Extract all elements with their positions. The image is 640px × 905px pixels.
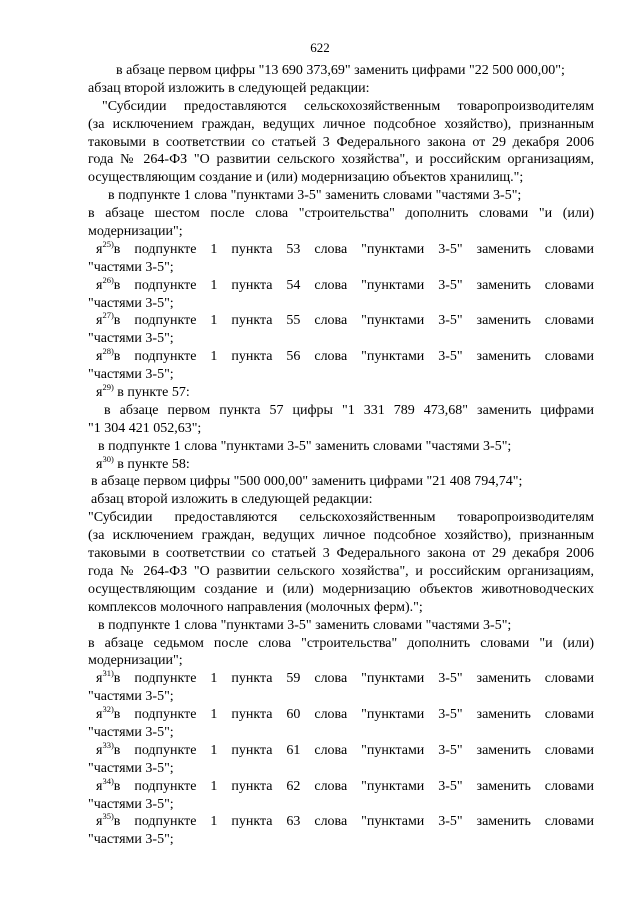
text-line: осуществляющим создание и (или) модернизацию объектов хранилищ."; [88,170,524,186]
text-line: "частями 3-5"; [88,259,174,275]
text-line: "частями 3-5"; [88,760,174,776]
text-line: в абзаце седьмом после слова "строительства" дополнить словами "и (или) [88,635,594,651]
text-line: "частями 3-5"; [88,367,174,383]
text-line: $я^{31)}в$ подпункте 1 пункта 59 слова "пунктами 3-5" заменить словами [96,668,594,687]
text-line: $я^{29)}$ в пункте 57: [96,382,190,401]
text-line: "частями 3-5"; [88,331,174,347]
text-line: (за исключением граждан, ведущих личное подсобное хозяйство), признанным [88,528,594,544]
page-number: 622 [310,40,330,55]
text-line: таковыми в соответствии со статьей 3 Федерального закона от 29 декабря 2006 [88,546,594,562]
text-line: в абзаце шестом после слова "строительства" дополнить словами "и (или) [88,206,594,222]
text-line: модернизации"; [88,224,183,240]
text-line: года № 264-ФЗ "О развитии сельского хозяйства", и российским организациям, [88,563,594,579]
text-line: "Субсидии предоставляются сельскохозяйственным товаропроизводителям [88,510,594,526]
text-line: $я^{33)}в$ подпункте 1 пункта 61 слова "пунктами 3-5" заменить словами [96,739,594,758]
text-line: (за исключением граждан, ведущих личное подсобное хозяйство), признанным [88,116,594,132]
text-line: в подпункте 1 слова "пунктами 3-5" заменить словами "частями 3-5"; [98,617,512,633]
document-body [88,62,594,849]
text-line: "частями 3-5"; [88,689,174,705]
text-line: в абзаце первом цифры "13 690 373,69" заменить цифрами "22 500 000,00"; [116,63,565,78]
text-line: модернизации"; [88,653,183,669]
text-line: осуществляющим создание и (или) модернизацию объектов животноводческих [88,581,594,597]
text-line: комплексов молочного направления (молочных ферм)."; [88,599,423,615]
text-line: $я^{30)}$ в пункте 58: [96,453,190,472]
text-line: в подпункте 1 слова "пунктами 3-5" заменить словами "частями 3-5"; [98,438,512,454]
text-line: $я^{27)}в$ подпункте 1 пункта 55 слова "пунктами 3-5" заменить словами [96,310,594,329]
text-line: "частями 3-5"; [88,724,174,740]
text-line: "частями 3-5"; [88,832,174,848]
text-line: $я^{32)}в$ подпункте 1 пункта 60 слова "пунктами 3-5" заменить словами [96,704,594,723]
text-line: таковыми в соответствии со статьей 3 Федерального закона от 29 декабря 2006 [88,134,594,150]
text-line: в абзаце первом пункта 57 цифры "1 331 789 473,68" заменить цифрами [104,402,594,418]
text-line: в подпункте 1 слова "пунктами 3-5" заменить словами "частями 3-5"; [108,188,522,204]
text-line: года № 264-ФЗ "О развитии сельского хозяйства", и российским организациям, [88,152,594,168]
text-line: $я^{35)}в$ подпункте 1 пункта 63 слова "пунктами 3-5" заменить словами [96,811,594,830]
text-line: "1 304 421 052,63"; [88,420,202,436]
text-line: $я^{26)}в$ подпункте 1 пункта 54 слова "пунктами 3-5" заменить словами [96,274,594,293]
text-line: "частями 3-5"; [88,295,174,311]
text-line: "частями 3-5"; [88,796,174,812]
text-line: "Субсидии предоставляются сельскохозяйственным товаропроизводителям [102,98,594,114]
text-line: $я^{28)}в$ подпункте 1 пункта 56 слова "пунктами 3-5" заменить словами [96,346,594,365]
text-line: в абзаце первом цифры "500 000,00" заменить цифрами "21 408 794,74"; [91,474,523,490]
text-line: абзац второй изложить в следующей редакции: [88,80,370,96]
text-line: $я^{25)}в$ подпункте 1 пункта 53 слова "пунктами 3-5" заменить словами [96,238,594,257]
text-line: $я^{34)}в$ подпункте 1 пункта 62 слова "пунктами 3-5" заменить словами [96,775,594,794]
text-line: абзац второй изложить в следующей редакции: [91,492,373,508]
